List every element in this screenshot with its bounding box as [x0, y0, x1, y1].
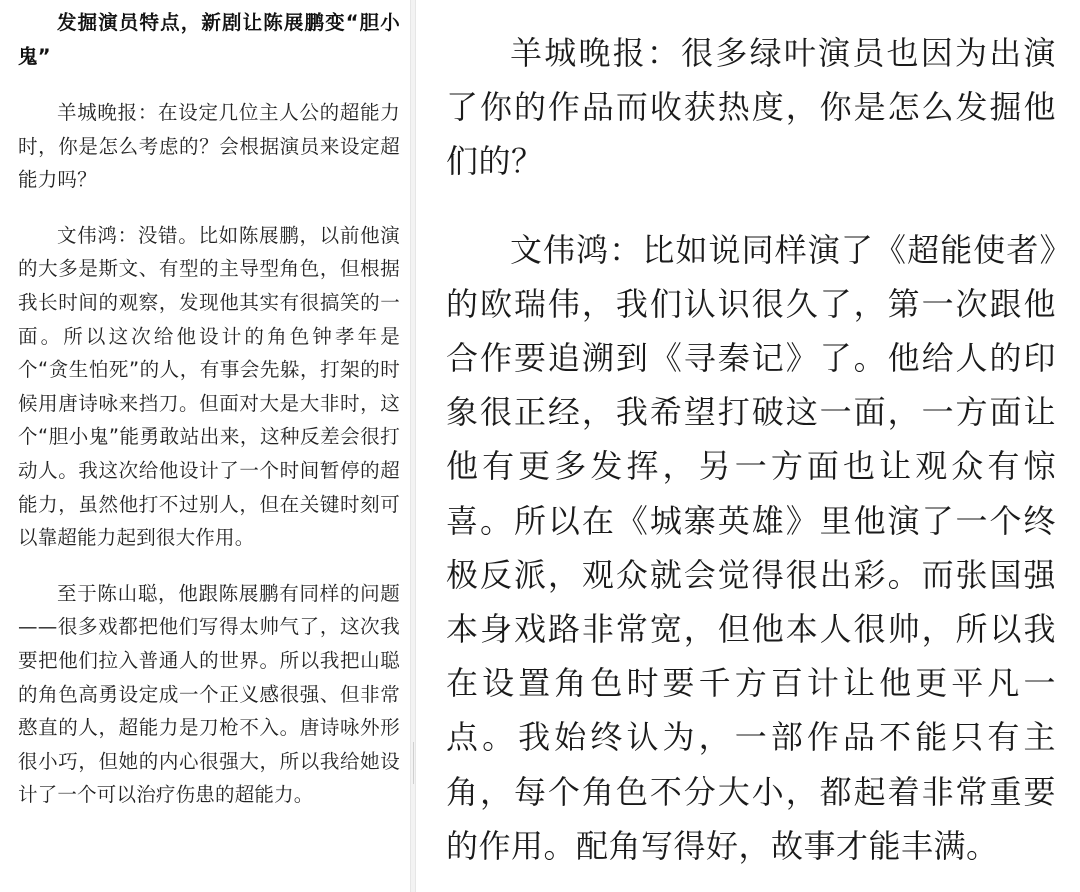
interview-answer-continued: 至于陈山聪，他跟陈展鹏有同样的问题——很多戏都把他们写得太帅气了，这次我要把他们拉入普通人的世界。所以我把山聪的角色高勇设定成一个正义感很强、但非常憨直的人，超能力是刀枪不入。唐诗咏外形很小巧，但她的内心很强大，所以我给她设计了一个可以治疗伤患的超能力。: [18, 581, 400, 807]
divider-scroll-mark: [413, 742, 414, 784]
left-article-page: [0, 0, 410, 892]
right-article-text: [446, 26, 1056, 873]
interview-question: 羊城晚报：在设定几位主人公的超能力时，你是怎么考虑的？会根据演员来设定超能力吗？: [18, 101, 400, 192]
interview-answer: 文伟鸿：比如说同样演了《超能使者》的欧瑞伟，我们认识很久了，第一次跟他合作要追溯到《寻秦记》了。他给人的印象很正经，我希望打破这一面，一方面让他有更多发挥，另一方面也让观众有惊喜。所以在《城寨英雄》里他演了一个终极反派，观众就会觉得很出彩。而张国强本身戏路非常宽，但他本人很帅，所以我在设置角色时要千方百计让他更平凡一点。我始终认为，一部作品不能只有主角，每个角色不分大小，都起着非常重要的作用。配角写得好，故事才能丰满。: [446, 230, 1056, 865]
interview-question: 羊城晚报：很多绿叶演员也因为出演了你的作品而收获热度，你是怎么发掘他们的？: [446, 34, 1056, 181]
left-article-text: [18, 6, 400, 812]
interview-answer: 文伟鸿：没错。比如陈展鹏，以前他演的大多是斯文、有型的主导型角色，但根据我长时间的观察，发现他其实有很搞笑的一面。所以这次给他设计的角色钟孝年是个“贪生怕死”的人，有事会先躲，打架的时候用唐诗咏来挡刀。但面对大是大非时，这个“胆小鬼”能勇敢站出来，这种反差会很打动人。我这次给他设计了一个时间暂停的超能力，虽然他打不过别人，但在关键时刻可以靠超能力起到很大作用。: [18, 223, 400, 550]
section-heading: 发掘演员特点，新剧让陈展鹏变“胆小鬼”: [18, 11, 400, 68]
